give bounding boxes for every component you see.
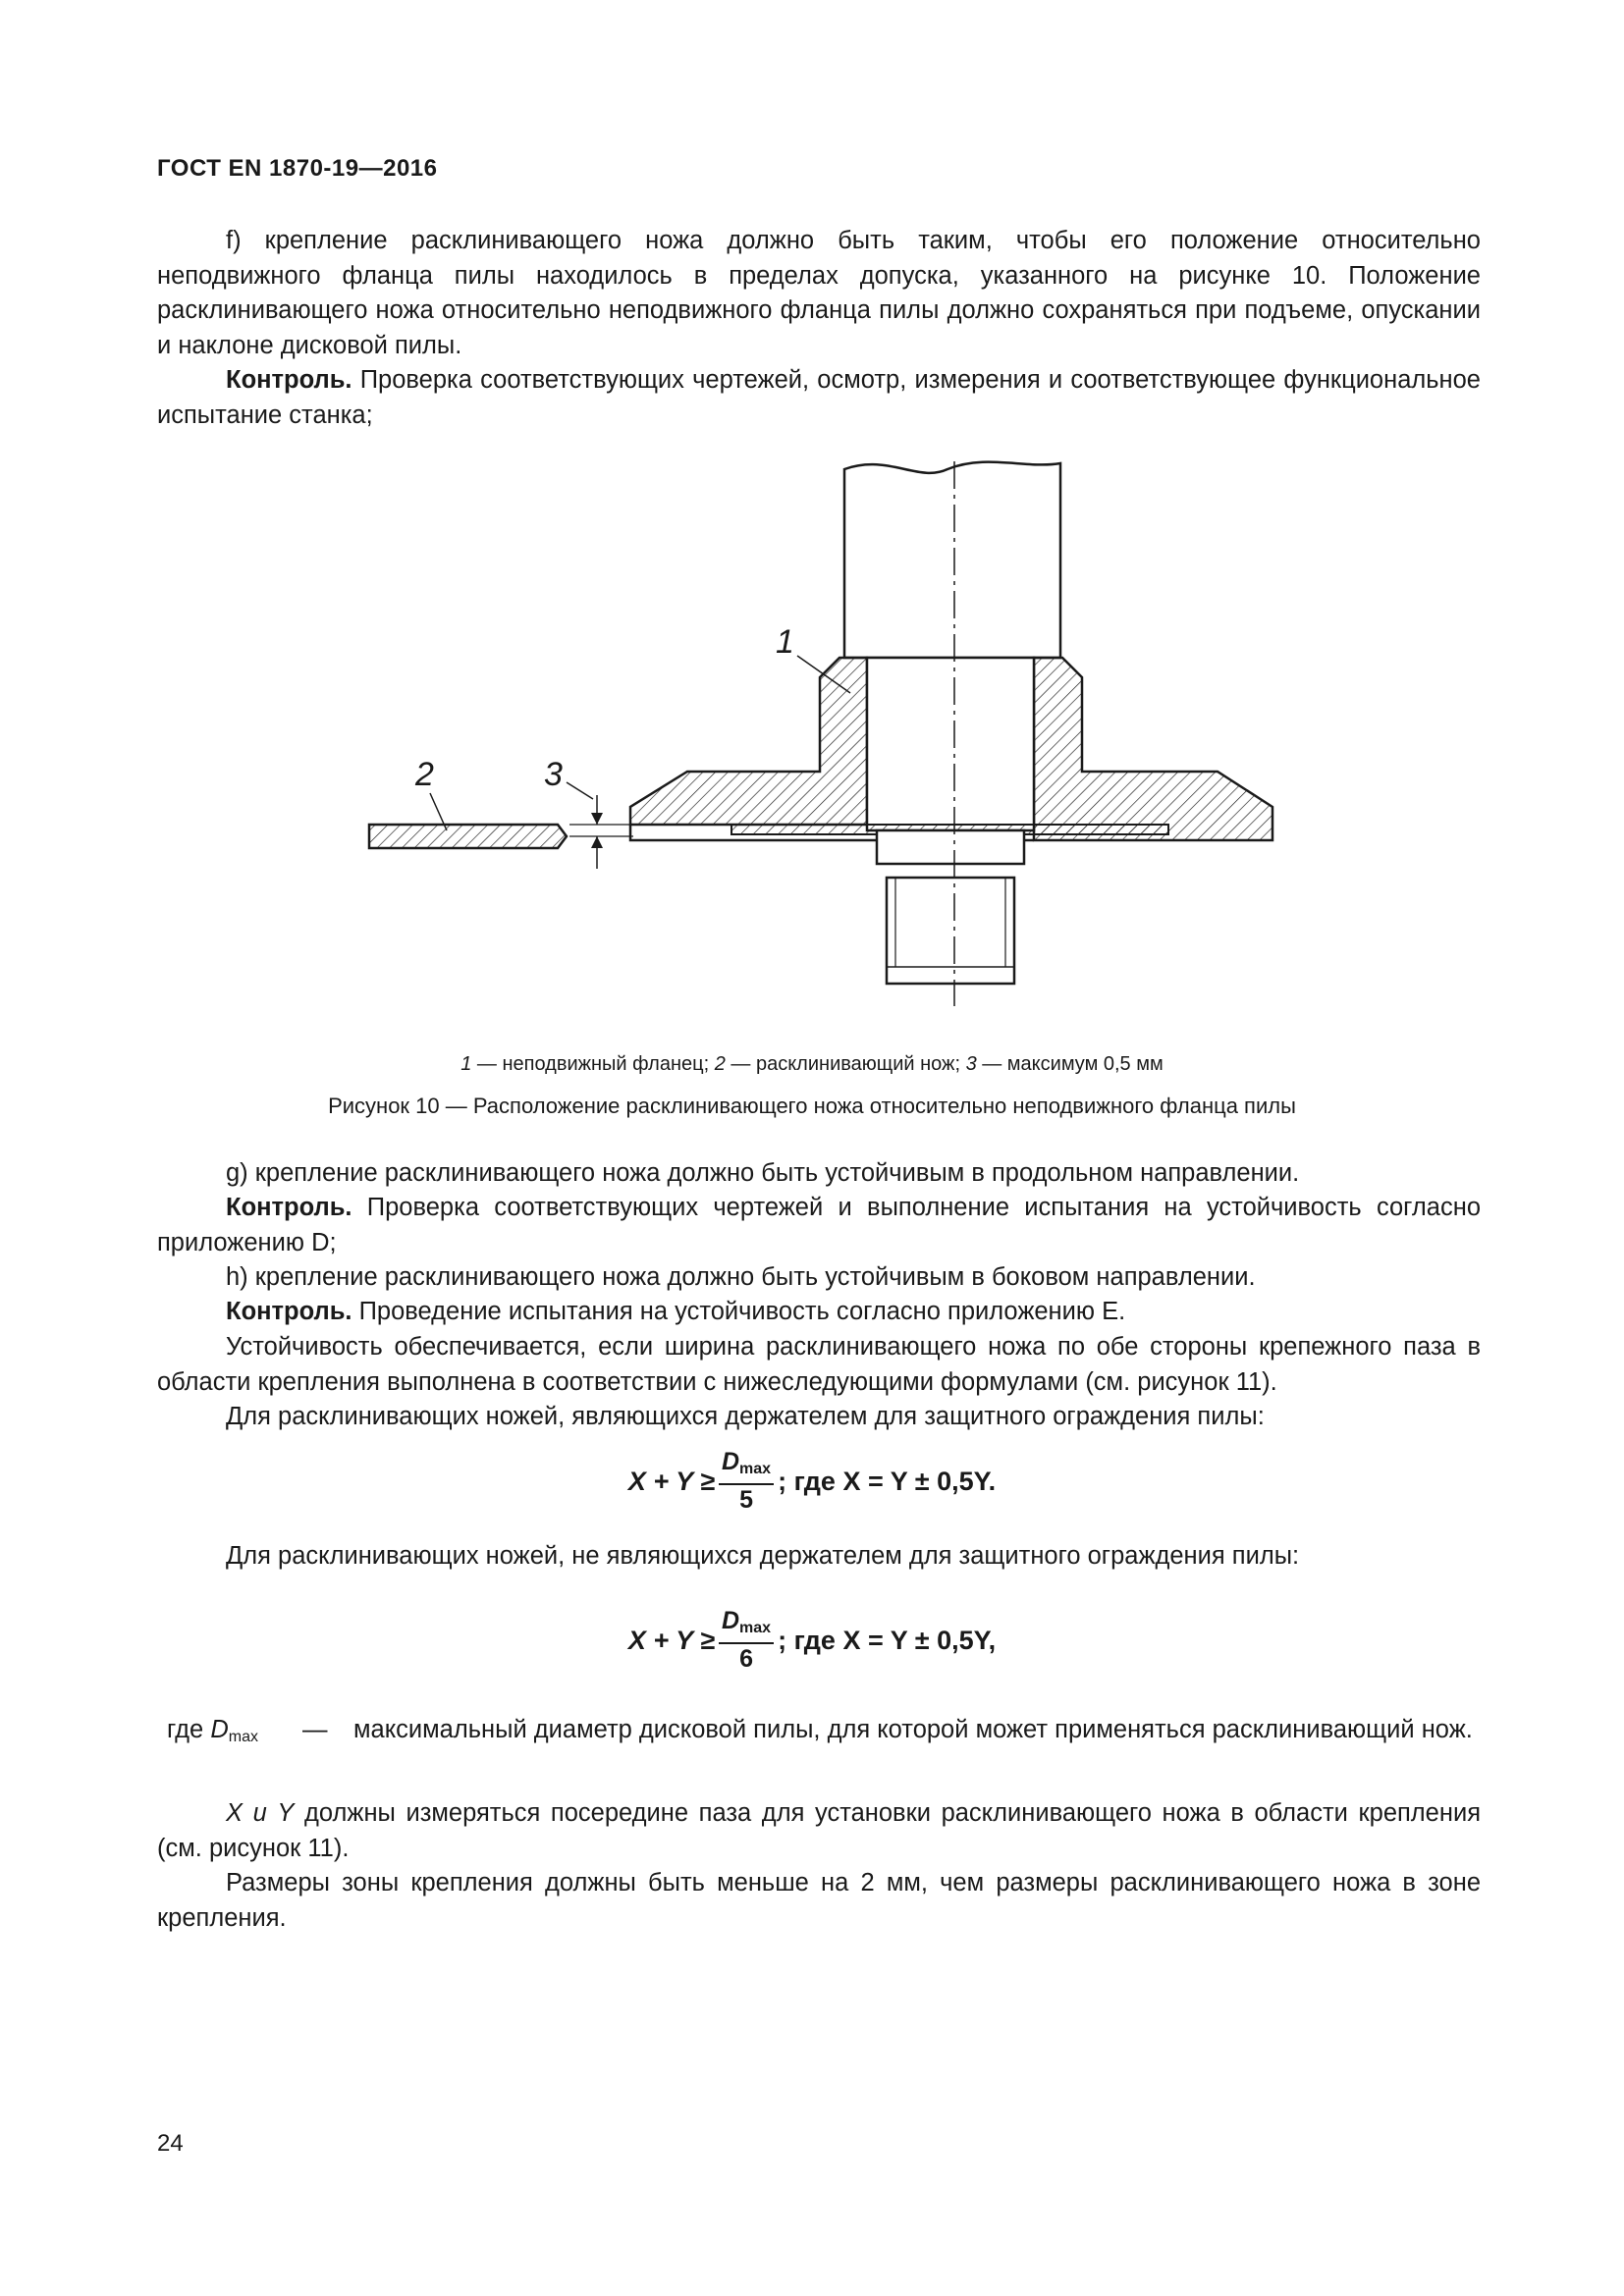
- paragraph-holder-intro: Для расклинивающих ножей, являющихся держателем для защитного ограждения пилы:: [226, 1403, 1265, 1430]
- nut-and-bolt: [877, 830, 1024, 984]
- fraction-var: D: [721, 1607, 740, 1634]
- where-sub: max: [228, 1729, 258, 1745]
- document-code-header: ГОСТ EN 1870-19—2016: [157, 155, 438, 182]
- formula-nonholder: [0, 1607, 1624, 1674]
- figure-label-3: 3: [544, 756, 563, 793]
- formula-lhs: X + Y ≥: [627, 1625, 715, 1655]
- figure-legend: [0, 1053, 1624, 1076]
- legend-num: 2: [714, 1053, 726, 1075]
- paragraph-g: g) крепление расклинивающего ножа должно быть устойчивым в продольном направлении.: [226, 1159, 1300, 1187]
- paragraph-g-control: [157, 1191, 1481, 1260]
- where-text: максимальный диаметр дисковой пилы, для которой может применяться расклинивающий нож.: [353, 1716, 1473, 1743]
- formula-lhs: X + Y ≥: [627, 1466, 715, 1496]
- where-prefix: где: [167, 1716, 211, 1743]
- formula-holder: [0, 1448, 1624, 1515]
- leader-3: [567, 782, 593, 799]
- formula-fraction: [719, 1607, 774, 1674]
- fixed-flange: [630, 658, 1272, 840]
- xy-text: должны измеряться посередине паза для установки расклинивающего ножа в области крепления (см. рисунок 11).: [157, 1799, 1482, 1862]
- paragraph-stability: Устойчивость обеспечивается, если ширина расклинивающего ножа по обе стороны крепежного паза в области крепления выполнена в соответствии с нижеследующими формулами (см. рисунок 11).: [157, 1333, 1481, 1396]
- paragraph-nonholder-intro: Для расклинивающих ножей, не являющихся держателем для защитного ограждения пилы:: [226, 1542, 1300, 1570]
- paragraph-h-control: [157, 1295, 1481, 1330]
- fraction-sub: max: [739, 1461, 772, 1477]
- where-term: [167, 1713, 258, 1755]
- control-text: Проведение испытания на устойчивость согласно приложению E.: [352, 1298, 1126, 1325]
- paragraph-xy: [157, 1796, 1481, 1866]
- legend-text: — неподвижный фланец;: [471, 1053, 715, 1075]
- paragraph-h: h) крепление расклинивающего ножа должно быть устойчивым в боковом направлении.: [226, 1263, 1256, 1291]
- control-label: Контроль.: [226, 1194, 352, 1221]
- page-number: 24: [157, 2130, 184, 2157]
- fraction-sub: max: [739, 1620, 772, 1636]
- formula-rest: ; где X = Y ± 0,5Y.: [778, 1466, 997, 1496]
- riving-knife: [369, 825, 567, 848]
- fraction-den: 5: [739, 1486, 753, 1514]
- control-text: Проверка соответствующих чертежей и выполнение испытания на устойчивость согласно приложению D;: [157, 1194, 1481, 1256]
- where-dash: —: [302, 1716, 328, 1743]
- control-text: Проверка соответствующих чертежей, осмотр, измерения и соответствующее функциональное испытание станка;: [157, 366, 1481, 429]
- xy-vars: X и Y: [226, 1799, 295, 1827]
- dimension-max-gap: [569, 795, 633, 869]
- figure-caption: Рисунок 10 — Расположение расклинивающего ножа относительно неподвижного фланца пилы: [328, 1094, 1296, 1118]
- fraction-den: 6: [739, 1645, 753, 1673]
- where-var: D: [210, 1716, 229, 1743]
- legend-num: 1: [460, 1053, 472, 1075]
- paragraph-f-text: f) крепление расклинивающего ножа должно быть таким, чтобы его положение относительно неподвижного фланца пилы находилось в пределах допуска, указанного на рисунке 10. Положение расклинивающего ножа относительно неподвижного фланца пилы должно сохраняться при подъеме, опускании и наклоне дисковой пилы.: [157, 227, 1481, 359]
- formula-fraction: [719, 1448, 774, 1515]
- figure-label-2: 2: [415, 756, 434, 793]
- legend-num: 3: [965, 1053, 977, 1075]
- formula-rest: ; где X = Y ± 0,5Y,: [778, 1625, 997, 1655]
- legend-text: — максимум 0,5 мм: [976, 1053, 1164, 1075]
- figure-10-drawing: [0, 0, 1624, 1041]
- figure-label-1: 1: [776, 623, 794, 661]
- legend-text: — расклинивающий нож;: [725, 1053, 966, 1075]
- fraction-var: D: [721, 1448, 740, 1475]
- saw-shaft: [844, 462, 1060, 658]
- paragraph-sizes: Размеры зоны крепления должны быть меньше на 2 мм, чем размеры расклинивающего ножа в зоне крепления.: [157, 1869, 1481, 1932]
- control-label: Контроль.: [226, 366, 352, 394]
- control-label: Контроль.: [226, 1298, 352, 1325]
